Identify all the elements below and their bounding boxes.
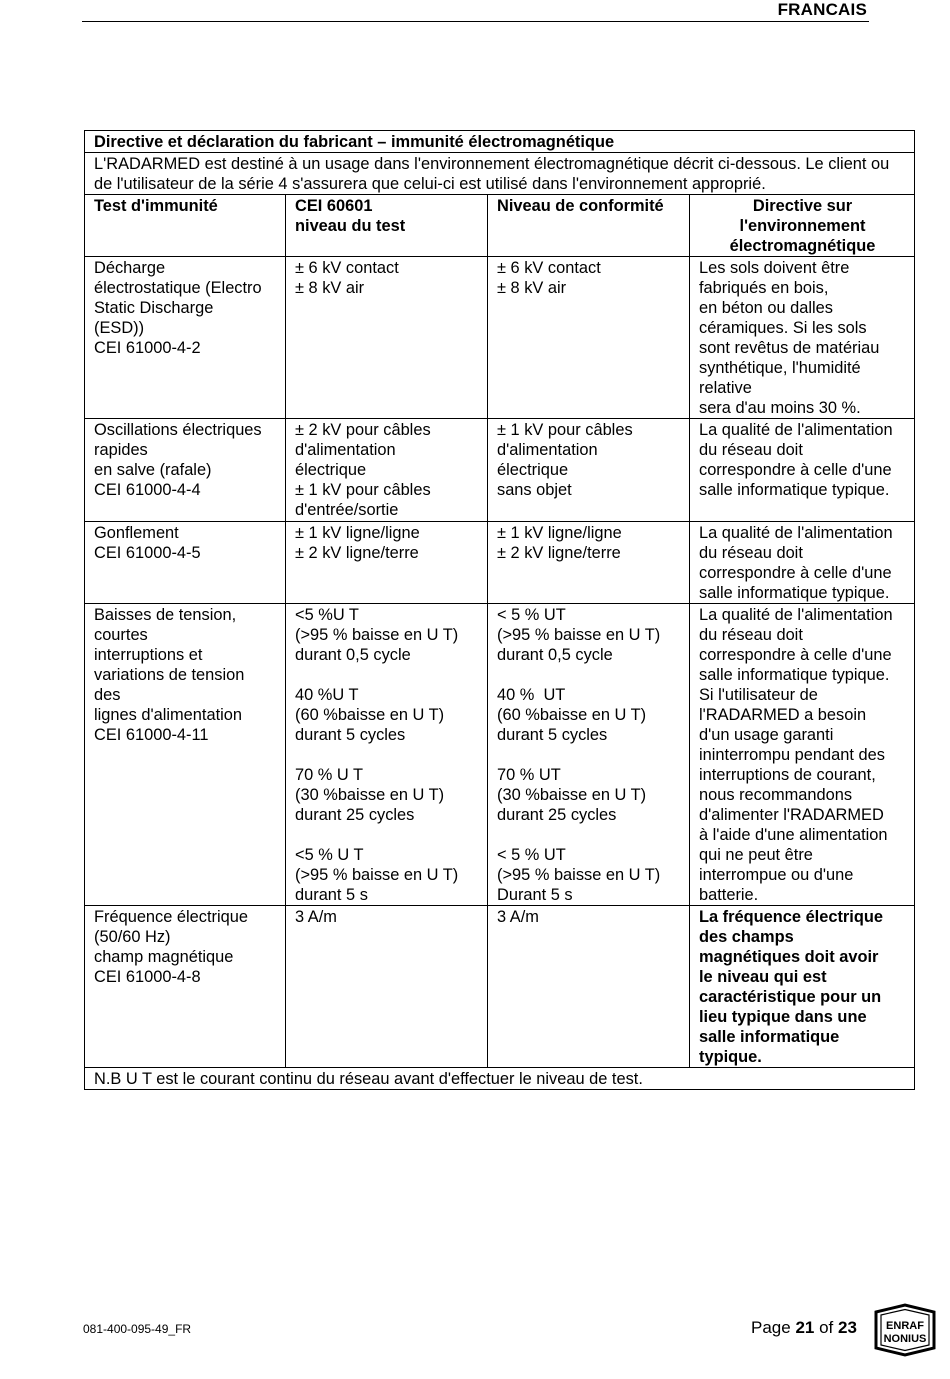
cell-line: ± 6 kV contact bbox=[497, 259, 601, 277]
line-spacer bbox=[497, 665, 681, 685]
cell-test bbox=[85, 257, 286, 419]
logo-line1: ENRAF bbox=[886, 1320, 924, 1332]
cell-line: CEI 61000-4-11 bbox=[94, 726, 209, 744]
cell-line: Durant 5 s bbox=[497, 886, 573, 904]
cell-line: (>95 % baisse en U T) bbox=[497, 866, 661, 884]
cell-line: CEI 61000-4-8 bbox=[94, 968, 201, 986]
cell-line: CEI 61000-4-4 bbox=[94, 481, 201, 499]
cell-line: Si l'utilisateur de bbox=[699, 686, 818, 704]
cell-line: salle informatique typique. bbox=[699, 481, 890, 499]
cell-line: typique. bbox=[699, 1048, 762, 1066]
cell-line: Niveau de conformité bbox=[497, 197, 664, 215]
table-intro: L'RADARMED est destiné à un usage dans l'environnement électromagnétique décrit ci-dessous. Le client ou de l'utilisateur de la série 4 s'assurera que celui-ci est utilisé dans l'environnement approprié. bbox=[85, 153, 915, 195]
cell-line: Fréquence électrique bbox=[94, 908, 248, 926]
cell-line: interruptions et bbox=[94, 646, 203, 664]
cell-line: d'entrée/sortie bbox=[295, 501, 399, 519]
cell-line: durant 25 cycles bbox=[497, 806, 617, 824]
cell-line: interrompue ou d'une bbox=[699, 866, 854, 884]
cell-line: sont revêtus de matériau bbox=[699, 339, 880, 357]
cell-line: ± 1 kV ligne/ligne bbox=[497, 524, 622, 542]
cell-line: durant 25 cycles bbox=[295, 806, 415, 824]
cell-line: du réseau doit bbox=[699, 626, 803, 644]
cell-line: d'un usage garanti bbox=[699, 726, 834, 744]
cell-line: niveau du test bbox=[295, 217, 406, 235]
cell-line: nous recommandons bbox=[699, 786, 853, 804]
cell-line: rapides bbox=[94, 441, 148, 459]
cell-line: électromagnétique bbox=[729, 237, 876, 255]
cell-line: en béton ou dalles bbox=[699, 299, 833, 317]
cell-line: lieu typique dans une bbox=[699, 1008, 867, 1026]
cell-line: ± 6 kV contact bbox=[295, 259, 399, 277]
cell-line: Baisses de tension, bbox=[94, 606, 237, 624]
cell-level bbox=[286, 419, 488, 522]
cell-line: courtes bbox=[94, 626, 148, 644]
cell-test bbox=[85, 604, 286, 906]
cell-line: (50/60 Hz) bbox=[94, 928, 171, 946]
cell-line: du réseau doit bbox=[699, 544, 803, 562]
cell-line: sera d'au moins 30 %. bbox=[699, 399, 861, 417]
cell-line: d'alimentation bbox=[497, 441, 598, 459]
cell-line: l'RADARMED a besoin bbox=[699, 706, 867, 724]
cell-line: 3 A/m bbox=[295, 908, 337, 926]
cell-line: (>95 % baisse en U T) bbox=[295, 866, 459, 884]
cell-line: Décharge bbox=[94, 259, 166, 277]
cell-line: durant 5 cycles bbox=[295, 726, 406, 744]
cell-compliance bbox=[488, 419, 690, 522]
cell-line: d'alimenter l'RADARMED bbox=[699, 806, 884, 824]
table-row bbox=[85, 522, 915, 604]
cell-test bbox=[85, 419, 286, 522]
cell-line: salle informatique bbox=[699, 1028, 840, 1046]
cell-line: CEI 61000-4-2 bbox=[94, 339, 201, 357]
table-note-row bbox=[85, 1068, 915, 1090]
cell-line: (ESD)) bbox=[94, 319, 145, 337]
line-spacer bbox=[295, 825, 479, 845]
cell-guidance bbox=[690, 419, 915, 522]
cell-line: 40 %U T bbox=[295, 686, 359, 704]
cell-line: synthétique, l'humidité bbox=[699, 359, 861, 377]
cell-line: des bbox=[94, 686, 121, 704]
cell-line: d'alimentation bbox=[295, 441, 396, 459]
cell-compliance bbox=[488, 604, 690, 906]
cell-line: correspondre à celle d'une bbox=[699, 461, 892, 479]
cell-line: Oscillations électriques bbox=[94, 421, 262, 439]
cell-line: 3 A/m bbox=[497, 908, 539, 926]
cell-guidance bbox=[690, 604, 915, 906]
cell-line: ± 8 kV air bbox=[295, 279, 365, 297]
cell-line: (30 %baisse en U T) bbox=[295, 786, 445, 804]
table-title-row bbox=[85, 131, 915, 153]
cell-test bbox=[85, 522, 286, 604]
emc-immunity-table bbox=[84, 130, 915, 1090]
cell-line: variations de tension bbox=[94, 666, 245, 684]
cell-line: La qualité de l'alimentation bbox=[699, 524, 893, 542]
cell-line: des champs bbox=[699, 928, 794, 946]
cell-line: ± 1 kV ligne/ligne bbox=[295, 524, 420, 542]
column-header-compliance bbox=[488, 195, 690, 257]
cell-line: CEI 60601 bbox=[295, 197, 373, 215]
cell-line: salle informatique typique. bbox=[699, 584, 890, 602]
cell-line: sans objet bbox=[497, 481, 572, 499]
cell-line: correspondre à celle d'une bbox=[699, 564, 892, 582]
header-language: FRANCAIS bbox=[777, 0, 867, 19]
cell-line: Directive sur bbox=[752, 197, 853, 215]
table-row bbox=[85, 906, 915, 1068]
page-current: 21 bbox=[795, 1318, 815, 1337]
cell-line: (30 %baisse en U T) bbox=[497, 786, 647, 804]
cell-line: du réseau doit bbox=[699, 441, 803, 459]
column-header-level bbox=[286, 195, 488, 257]
cell-level bbox=[286, 906, 488, 1068]
cell-line: en salve (rafale) bbox=[94, 461, 212, 479]
cell-line: La fréquence électrique bbox=[699, 908, 884, 926]
cell-line: ininterrompu pendant des bbox=[699, 746, 885, 764]
cell-line: l'environnement bbox=[739, 217, 866, 235]
cell-line: à l'aide d'une alimentation bbox=[699, 826, 888, 844]
cell-line: La qualité de l'alimentation bbox=[699, 606, 893, 624]
cell-line: durant 5 s bbox=[295, 886, 368, 904]
column-header-test bbox=[85, 195, 286, 257]
cell-line: (>95 % baisse en U T) bbox=[295, 626, 459, 644]
cell-line: ± 1 kV pour câbles bbox=[497, 421, 633, 439]
document-number: 081-400-095-49_FR bbox=[83, 1322, 192, 1336]
cell-line: < 5 % UT bbox=[497, 606, 566, 624]
table-title: Directive et déclaration du fabricant – immunité électromagnétique bbox=[85, 131, 915, 153]
cell-guidance bbox=[690, 522, 915, 604]
cell-line: Test d'immunité bbox=[94, 197, 218, 215]
line-spacer bbox=[295, 745, 479, 765]
logo-line2: NONIUS bbox=[883, 1333, 927, 1345]
cell-line: durant 0,5 cycle bbox=[497, 646, 613, 664]
header-divider bbox=[82, 21, 869, 22]
cell-line: ± 2 kV ligne/terre bbox=[295, 544, 419, 562]
cell-line: céramiques. Si les sols bbox=[699, 319, 867, 337]
cell-line: qui ne peut être bbox=[699, 846, 813, 864]
cell-level bbox=[286, 522, 488, 604]
cell-line: (60 %baisse en U T) bbox=[295, 706, 445, 724]
cell-level bbox=[286, 604, 488, 906]
cell-line: ± 2 kV ligne/terre bbox=[497, 544, 621, 562]
cell-line: Les sols doivent être bbox=[699, 259, 850, 277]
cell-guidance bbox=[690, 906, 915, 1068]
cell-line: électrique bbox=[497, 461, 569, 479]
cell-line: interruptions de courant, bbox=[699, 766, 876, 784]
cell-line: magnétiques doit avoir bbox=[699, 948, 879, 966]
cell-compliance bbox=[488, 522, 690, 604]
cell-line: < 5 % UT bbox=[497, 846, 566, 864]
cell-line: 70 % UT bbox=[497, 766, 561, 784]
cell-line: le niveau qui est bbox=[699, 968, 827, 986]
table-row bbox=[85, 604, 915, 906]
table-row bbox=[85, 419, 915, 522]
cell-line: batterie. bbox=[699, 886, 759, 904]
table-intro-row bbox=[85, 153, 915, 195]
line-spacer bbox=[497, 745, 681, 765]
cell-guidance bbox=[690, 257, 915, 419]
cell-line: correspondre à celle d'une bbox=[699, 646, 892, 664]
cell-line: ± 8 kV air bbox=[497, 279, 567, 297]
cell-line: champ magnétique bbox=[94, 948, 234, 966]
cell-line: (60 %baisse en U T) bbox=[497, 706, 647, 724]
cell-line: durant 5 cycles bbox=[497, 726, 608, 744]
line-spacer bbox=[295, 665, 479, 685]
cell-line: salle informatique typique. bbox=[699, 666, 890, 684]
cell-line: ± 1 kV pour câbles bbox=[295, 481, 431, 499]
cell-test bbox=[85, 906, 286, 1068]
cell-compliance bbox=[488, 906, 690, 1068]
table-header-row bbox=[85, 195, 915, 257]
cell-line: électrostatique (Electro bbox=[94, 279, 262, 297]
cell-line: relative bbox=[699, 379, 752, 397]
page-of: of bbox=[819, 1318, 834, 1337]
cell-line: électrique bbox=[295, 461, 367, 479]
line-spacer bbox=[497, 825, 681, 845]
cell-line: La qualité de l'alimentation bbox=[699, 421, 893, 439]
cell-line: durant 0,5 cycle bbox=[295, 646, 411, 664]
cell-line: caractéristique pour un bbox=[699, 988, 882, 1006]
cell-line: <5 %U T bbox=[295, 606, 359, 624]
cell-line: fabriqués en bois, bbox=[699, 279, 829, 297]
cell-line: Gonflement bbox=[94, 524, 179, 542]
cell-level bbox=[286, 257, 488, 419]
cell-line: 40 % UT bbox=[497, 686, 566, 704]
cell-line: 70 % U T bbox=[295, 766, 364, 784]
table-row bbox=[85, 257, 915, 419]
cell-compliance bbox=[488, 257, 690, 419]
cell-line: lignes d'alimentation bbox=[94, 706, 243, 724]
cell-line: Static Discharge bbox=[94, 299, 214, 317]
cell-line: (>95 % baisse en U T) bbox=[497, 626, 661, 644]
cell-line: CEI 61000-4-5 bbox=[94, 544, 201, 562]
cell-line: ± 2 kV pour câbles bbox=[295, 421, 431, 439]
column-header-guidance bbox=[690, 195, 915, 257]
page-total: 23 bbox=[838, 1318, 857, 1337]
cell-line: <5 % U T bbox=[295, 846, 364, 864]
enraf-nonius-logo bbox=[872, 1303, 938, 1357]
table-note: N.B U T est le courant continu du réseau avant d'effectuer le niveau de test. bbox=[85, 1068, 915, 1090]
page-indicator bbox=[751, 1318, 857, 1338]
page-prefix: Page bbox=[751, 1318, 791, 1337]
